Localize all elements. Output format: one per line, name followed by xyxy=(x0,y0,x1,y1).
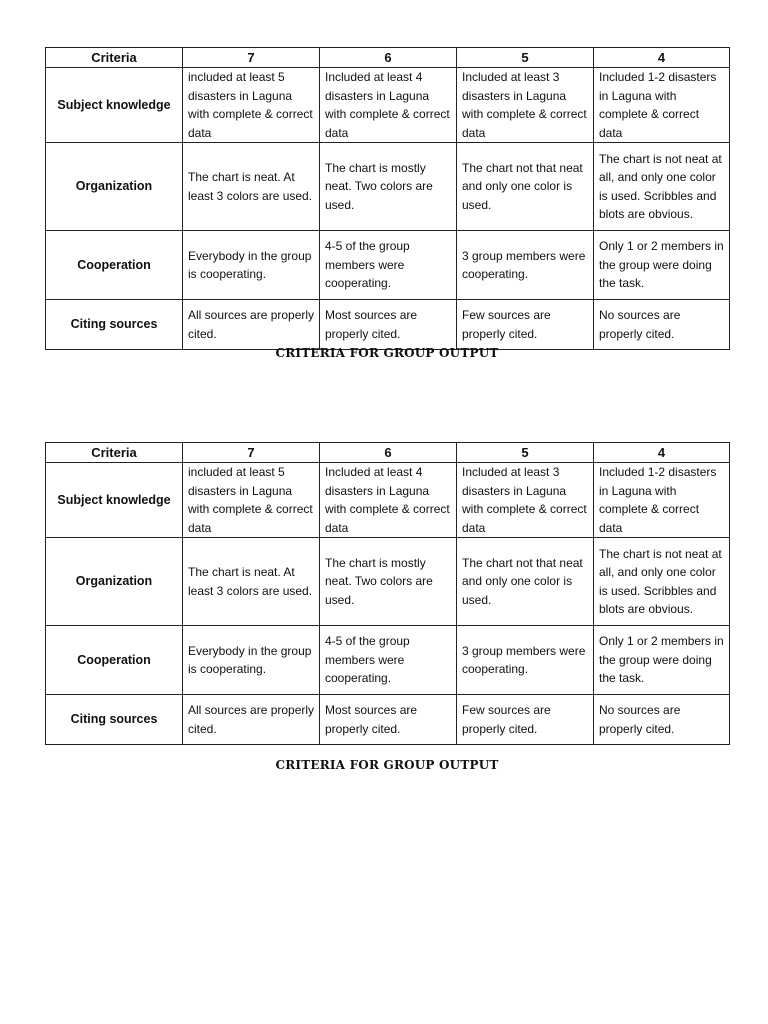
table-row xyxy=(46,695,730,745)
table-row xyxy=(46,68,730,143)
rubric-cell: No sources are properly cited. xyxy=(594,695,730,745)
rubric-cell: Included 1-2 disasters in Laguna with complete & correct data xyxy=(594,463,730,538)
criterion-label: Citing sources xyxy=(46,300,183,350)
rubric-cell: All sources are properly cited. xyxy=(183,300,320,350)
rubric-cell: 3 group members were cooperating. xyxy=(457,626,594,695)
table-row xyxy=(46,463,730,538)
criterion-label: Organization xyxy=(46,538,183,626)
header-row xyxy=(46,48,730,68)
criterion-label: Cooperation xyxy=(46,231,183,300)
criterion-label: Cooperation xyxy=(46,626,183,695)
rubric-cell: included at least 5 disasters in Laguna with complete & correct data xyxy=(183,463,320,538)
rubric-cell: All sources are properly cited. xyxy=(183,695,320,745)
rubric-cell: 4-5 of the group members were cooperating. xyxy=(320,231,457,300)
rubric-cell: No sources are properly cited. xyxy=(594,300,730,350)
rubric-cell: The chart is mostly neat. Two colors are used. xyxy=(320,143,457,231)
rubric-table-2 xyxy=(45,442,730,745)
header-score-7: 7 xyxy=(183,48,320,68)
table-row xyxy=(46,538,730,626)
header-score-6: 6 xyxy=(320,443,457,463)
rubric-cell: Most sources are properly cited. xyxy=(320,300,457,350)
header-score-5: 5 xyxy=(457,443,594,463)
header-score-4: 4 xyxy=(594,443,730,463)
table-row xyxy=(46,626,730,695)
criterion-label: Subject knowledge xyxy=(46,68,183,143)
rubric-cell: 4-5 of the group members were cooperating. xyxy=(320,626,457,695)
criterion-label: Organization xyxy=(46,143,183,231)
rubric-cell: included at least 5 disasters in Laguna with complete & correct data xyxy=(183,68,320,143)
criterion-label: Subject knowledge xyxy=(46,463,183,538)
rubric-cell: The chart not that neat and only one color is used. xyxy=(457,538,594,626)
header-row xyxy=(46,443,730,463)
header-score-5: 5 xyxy=(457,48,594,68)
rubric-cell: Included at least 3 disasters in Laguna with complete & correct data xyxy=(457,68,594,143)
rubric-cell: The chart is not neat at all, and only one color is used. Scribbles and blots are obvious. xyxy=(594,143,730,231)
rubric-cell: Few sources are properly cited. xyxy=(457,695,594,745)
rubric-cell: Most sources are properly cited. xyxy=(320,695,457,745)
rubric-cell: The chart not that neat and only one color is used. xyxy=(457,143,594,231)
header-score-7: 7 xyxy=(183,443,320,463)
table-row xyxy=(46,231,730,300)
criterion-label: Citing sources xyxy=(46,695,183,745)
rubric-cell: Included 1-2 disasters in Laguna with complete & correct data xyxy=(594,68,730,143)
header-criteria: Criteria xyxy=(46,48,183,68)
rubric-table-1 xyxy=(45,47,730,350)
rubric-cell: The chart is neat. At least 3 colors are used. xyxy=(183,538,320,626)
rubric-cell: The chart is mostly neat. Two colors are used. xyxy=(320,538,457,626)
header-score-6: 6 xyxy=(320,48,457,68)
table-row xyxy=(46,143,730,231)
rubric-cell: Only 1 or 2 members in the group were doing the task. xyxy=(594,231,730,300)
table-caption: CRITERIA FOR GROUP OUTPUT xyxy=(275,346,499,360)
rubric-cell: Everybody in the group is cooperating. xyxy=(183,626,320,695)
header-score-4: 4 xyxy=(594,48,730,68)
header-criteria: Criteria xyxy=(46,443,183,463)
rubric-cell: The chart is neat. At least 3 colors are used. xyxy=(183,143,320,231)
rubric-cell: Included at least 4 disasters in Laguna with complete & correct data xyxy=(320,68,457,143)
rubric-cell: Included at least 3 disasters in Laguna with complete & correct data xyxy=(457,463,594,538)
table-row xyxy=(46,300,730,350)
rubric-cell: Only 1 or 2 members in the group were doing the task. xyxy=(594,626,730,695)
rubric-cell: 3 group members were cooperating. xyxy=(457,231,594,300)
rubric-cell: Few sources are properly cited. xyxy=(457,300,594,350)
rubric-cell: Everybody in the group is cooperating. xyxy=(183,231,320,300)
table-caption: CRITERIA FOR GROUP OUTPUT xyxy=(275,758,499,772)
rubric-cell: The chart is not neat at all, and only one color is used. Scribbles and blots are obvious. xyxy=(594,538,730,626)
rubric-cell: Included at least 4 disasters in Laguna with complete & correct data xyxy=(320,463,457,538)
